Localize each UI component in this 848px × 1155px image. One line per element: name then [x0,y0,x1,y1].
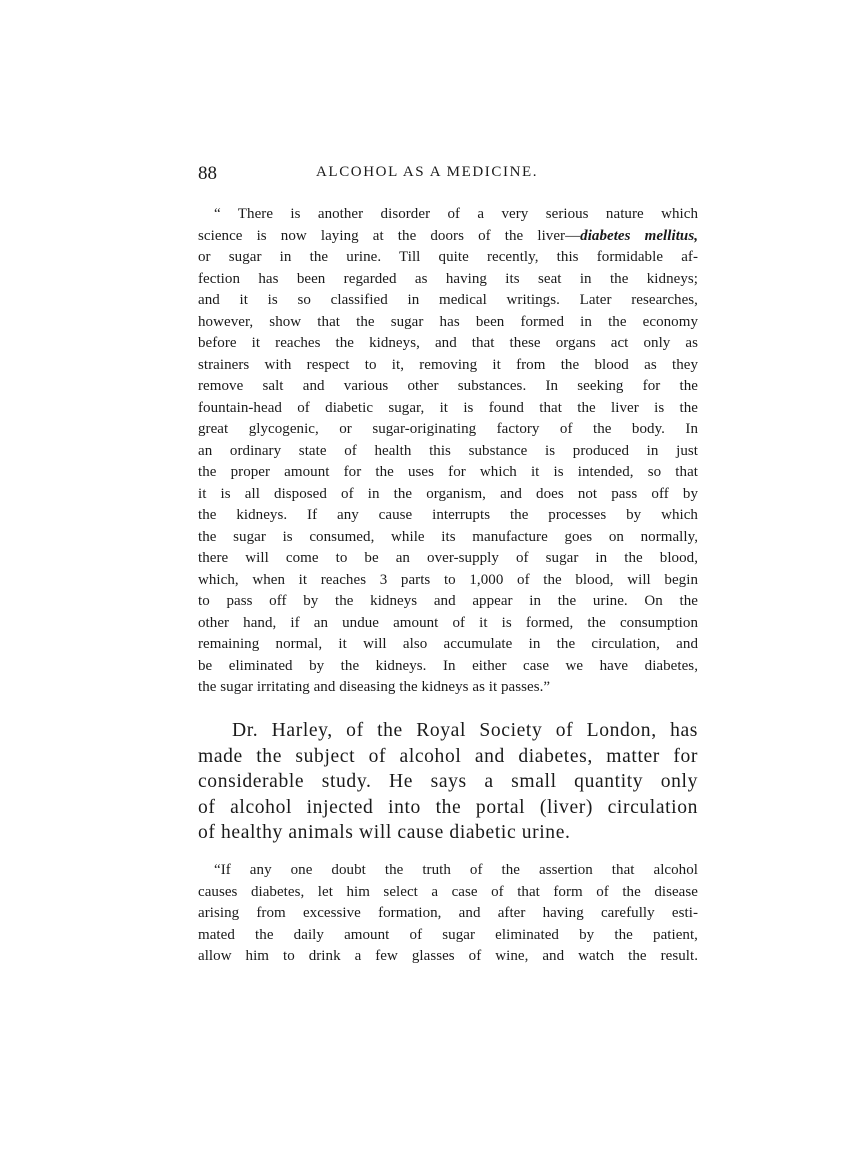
text-line: fection has been regarded as having its seat in the kidneys; [198,270,698,287]
text-line: made the subject of alcohol and diabetes, matter for [198,745,698,767]
text-line: mated the daily amount of sugar eliminated by the patient, [198,926,698,943]
text-line: the proper amount for the uses for which it is intended, so that [198,464,698,480]
text-line: the sugar is consumed, while its manufacture goes on normally, [198,528,698,545]
text-line: before it reaches the kidneys, and that these organs act only as [198,335,698,351]
text-line: the kidneys. If any cause interrupts the processes by which [198,507,698,523]
text-line: “ There is another disorder of a very serious nature which [214,206,698,222]
text-line: great glycogenic, or sugar-originating factory of the body. In [198,421,698,437]
text-line: however, show that the sugar has been formed in the economy [198,313,698,330]
text-line: Dr. Harley, of the Royal Society of London, has [232,720,698,741]
quoted-passage-liver [198,204,698,699]
text-line: and it is so classified in medical writings. Later researches, [198,292,698,308]
text-line: “If any one doubt the truth of the assertion that alcohol [214,862,698,878]
text-line: of alcohol injected into the portal (liver) circulation [198,796,698,818]
quoted-passage-wine [198,860,698,968]
text-line: fountain-head of diabetic sugar, it is found that the liver is the [198,399,698,416]
text-line: allow him to drink a few glasses of wine, and watch the result. [198,948,698,964]
text-line: or sugar in the urine. Till quite recently, this formidable af- [198,249,698,265]
text-line: causes diabetes, let him select a case of that form of the disease [198,883,698,900]
text-line: other hand, if an undue amount of it is formed, the consumption [198,614,698,631]
page-number: 88 [198,163,217,184]
text-line: strainers with respect to it, removing it from the blood as they [198,356,698,373]
text-line: there will come to be an over-supply of sugar in the blood, [198,550,698,566]
text-line: which, when it reaches 3 parts to 1,000 of the blood, will begin [198,571,698,588]
text-line: it is all disposed of in the organism, and does not pass off by [198,485,698,502]
text-line: remove salt and various other substances. In seeking for the [198,378,698,394]
text-line: remaining normal, it will also accumulate in the circulation, and [198,636,698,652]
text-line: an ordinary state of health this substance is produced in just [198,442,698,459]
text-line: the sugar irritating and diseasing the kidneys as it passes.” [198,679,551,695]
running-head: ALCOHOL AS A MEDICINE. [316,164,539,180]
page-header [198,163,698,185]
text-line: of healthy animals will cause diabetic urine. [198,822,571,844]
italic-term: diabetes mellitus, [580,227,699,244]
text-line: science is now laying at the doors of the liver—diabetes mellitus, [198,227,699,244]
text-line: considerable study. He says a small quantity only [198,771,698,793]
text-line: arising from excessive formation, and after having carefully esti- [198,905,698,921]
text-line: to pass off by the kidneys and appear in the urine. On the [198,593,698,609]
body-paragraph-harley [198,718,698,846]
text-line: be eliminated by the kidneys. In either case we have diabetes, [198,657,698,674]
